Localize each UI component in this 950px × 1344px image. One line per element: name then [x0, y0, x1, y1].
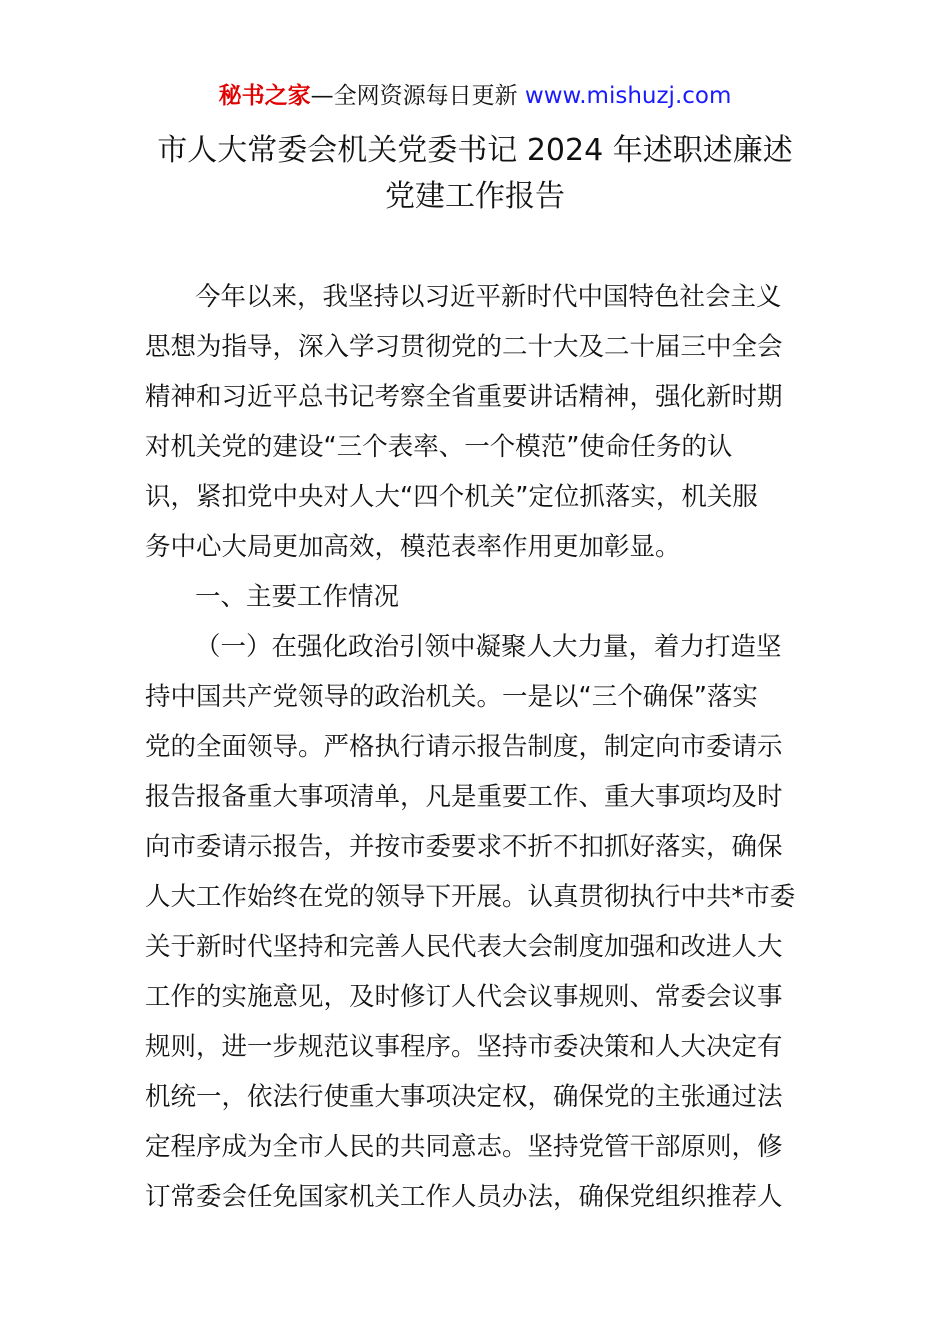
- paragraph-line: 关于新时代坚持和完善人民代表大会制度加强和改进人大: [145, 932, 783, 962]
- document-body: [145, 272, 815, 1222]
- paragraph-line: （一）在强化政治引领中凝聚人大力量，着力打造坚: [195, 632, 782, 662]
- paragraph-line: 今年以来，我坚持以习近平新时代中国特色社会主义: [195, 282, 782, 312]
- paragraph-line: 精神和习近平总书记考察全省重要讲话精神，强化新时期: [145, 382, 783, 412]
- site-url-link[interactable]: www.mishuzj.com: [524, 83, 732, 109]
- paragraph-line: 人大工作始终在党的领导下开展。认真贯彻执行中共*市委: [145, 882, 796, 912]
- section-heading: 一、主要工作情况: [195, 582, 400, 612]
- site-header: [0, 80, 950, 112]
- paragraph-line: 定程序成为全市人民的共同意志。坚持党管干部原则，修: [145, 1132, 783, 1162]
- site-brand: 秘书之家: [218, 83, 311, 109]
- paragraph-line: 订常委会任免国家机关工作人员办法，确保党组织推荐人: [145, 1182, 783, 1212]
- document-title-line-1: 市人大常委会机关党委书记 2024 年述职述廉述: [157, 133, 793, 168]
- document-title-line-2: 党建工作报告: [385, 179, 565, 214]
- paragraph-line: 思想为指导，深入学习贯彻党的二十大及二十届三中全会: [145, 332, 783, 362]
- paragraph-line: 规则，进一步规范议事程序。坚持市委决策和人大决定有: [145, 1032, 783, 1062]
- paragraph-line: 党的全面领导。严格执行请示报告制度，制定向市委请示: [145, 732, 783, 762]
- paragraph-line: 机统一，依法行使重大事项决定权，确保党的主张通过法: [145, 1082, 783, 1112]
- paragraph-line: 向市委请示报告，并按市委要求不折不扣抓好落实，确保: [145, 832, 783, 862]
- paragraph-line: 务中心大局更加高效，模范表率作用更加彰显。: [145, 532, 681, 562]
- paragraph-line: 持中国共产党领导的政治机关。一是以“三个确保”落实: [145, 682, 758, 712]
- paragraph-line: 对机关党的建设“三个表率、一个模范”使命任务的认: [145, 432, 733, 462]
- paragraph-line: 工作的实施意见，及时修订人代会议事规则、常委会议事: [145, 982, 783, 1012]
- paragraph-line: 报告报备重大事项清单，凡是重要工作、重大事项均及时: [145, 782, 783, 812]
- site-tagline: —全网资源每日更新: [310, 83, 525, 109]
- paragraph-line: 识，紧扣党中央对人大“四个机关”定位抓落实，机关服: [145, 482, 758, 512]
